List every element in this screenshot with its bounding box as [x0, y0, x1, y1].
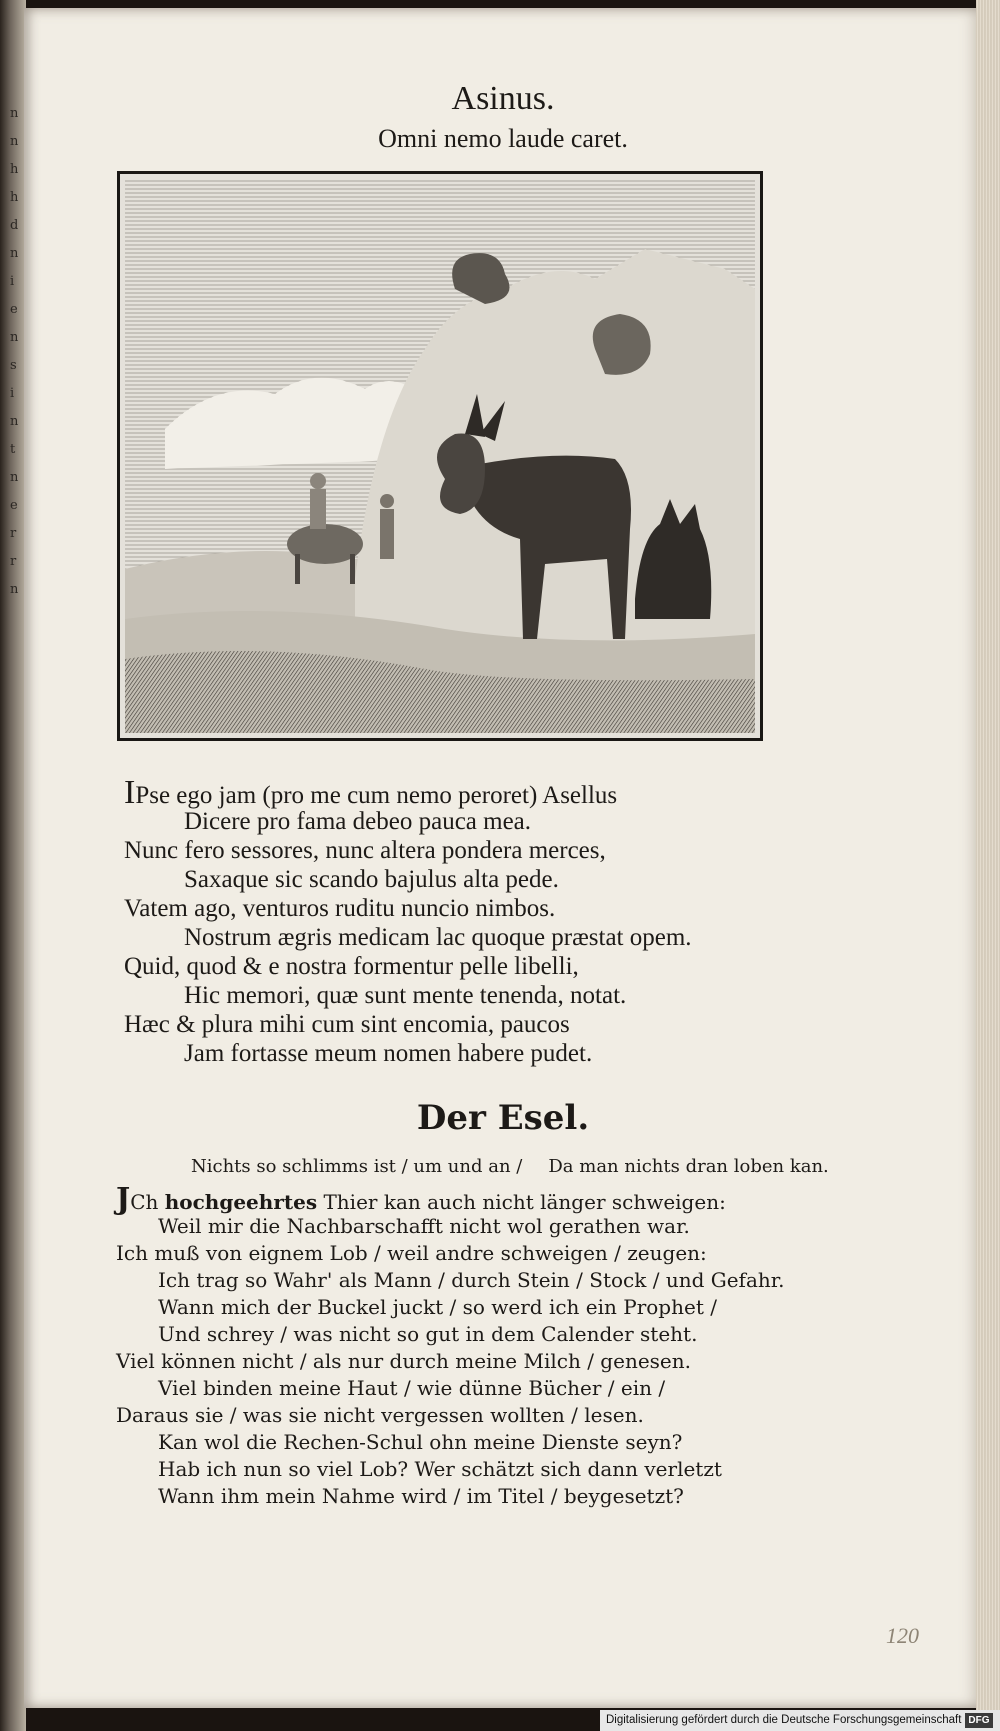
german-line: Und schrey / was nicht so gut in dem Calender steht. — [158, 1322, 698, 1346]
book-spine — [0, 0, 26, 1731]
drop-initial: J — [116, 1182, 131, 1217]
page-stack-edge — [976, 0, 1000, 1731]
latin-line: Jam fortasse meum nomen habere pudet. — [184, 1040, 593, 1067]
german-line: Wann mich der Buckel juckt / so werd ich ein Prophet / — [158, 1295, 717, 1319]
dfg-logo: DFG — [965, 1713, 992, 1728]
motto-left: Nichts so schlimms ist / um und an / — [191, 1156, 523, 1177]
german-line: Ich muß von eignem Lob / weil andre schweigen / zeugen: — [116, 1241, 707, 1265]
latin-poem — [124, 774, 764, 1068]
german-line: Hab ich nun so viel Lob? Wer schätzt sich dann verletzt — [158, 1457, 722, 1481]
latin-line: Vatem ago, venturos ruditu nuncio nimbos. — [124, 895, 556, 922]
page-title: Asinus. — [451, 80, 555, 117]
german-line: Wann ihm mein Nahme wird / im Titel / beygesetzt? — [158, 1484, 684, 1508]
german-line: Kan wol die Rechen-Schul ohn meine Dienste seyn? — [158, 1430, 683, 1454]
latin-line: Saxaque sic scando bajulus alta pede. — [184, 866, 559, 893]
page-motto: Omni nemo laude caret. — [378, 124, 628, 153]
german-title: Der Esel. — [416, 1098, 590, 1138]
german-line: Viel binden meine Haut / wie dünne Bücher / ein / — [158, 1376, 666, 1400]
latin-line: Nostrum ægris medicam lac quoque præstat opem. — [184, 924, 692, 951]
german-line: Viel können nicht / als nur durch meine Milch / genesen. — [116, 1349, 691, 1373]
footer-text: Digitalisierung gefördert durch die Deutsche Forschungsgemeinschaft — [606, 1714, 962, 1726]
facing-page-margin-text: n n h h d n i e n s i n t n e r r n — [10, 106, 19, 597]
page-number: 120 — [886, 1623, 919, 1648]
latin-line: Hæc & plura mihi cum sint encomia, paucos — [124, 1011, 570, 1038]
donkey-engraving — [125, 179, 755, 733]
german-line: Weil mir die Nachbarschafft nicht wol gerathen war. — [158, 1214, 690, 1238]
latin-line: IPse ego jam (pro me cum nemo peroret) Asellus — [124, 774, 618, 811]
latin-line: Nunc fero sessores, nunc altera pondera merces, — [124, 837, 606, 864]
german-line: Ich trag so Wahr' als Mann / durch Stein / Stock / und Gefahr. — [158, 1268, 785, 1292]
german-motto — [191, 1156, 829, 1177]
drop-initial: I — [124, 774, 136, 811]
german-poem — [116, 1182, 816, 1510]
latin-line: Hic memori, quæ sunt mente tenenda, notat. — [184, 982, 627, 1009]
motto-right: Da man nichts dran loben kan. — [548, 1156, 829, 1177]
latin-line: Quid, quod & e nostra formentur pelle libelli, — [124, 953, 579, 980]
digitization-footer — [600, 1710, 1000, 1731]
latin-line: Dicere pro fama debeo pauca mea. — [184, 808, 532, 835]
engraving-plate — [117, 171, 763, 741]
german-line: JCh hochgeehrtes Thier kan auch nicht länger schweigen: — [116, 1182, 726, 1217]
german-line: Daraus sie / was sie nicht vergessen wollten / lesen. — [116, 1403, 644, 1427]
book-page — [24, 8, 982, 1708]
